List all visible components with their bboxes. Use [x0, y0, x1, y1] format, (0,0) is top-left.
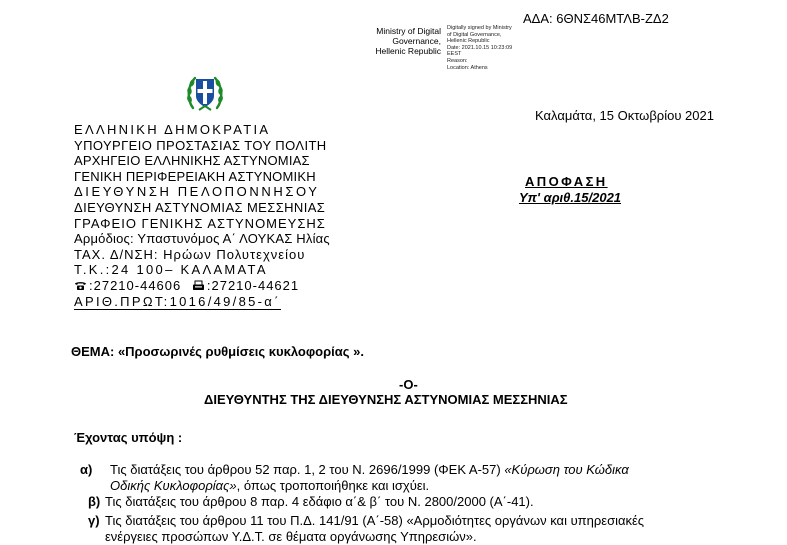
authority-line: ΓΕΝΙΚΗ ΠΕΡΙΦΕΡΕΙΑΚΗ ΑΣΤΥΝΟΜΙΚΗ	[74, 168, 316, 184]
place-date: Καλαμάτα, 15 Οκτωβρίου 2021	[535, 108, 714, 123]
sig-detail-line: Digitally signed by Ministry	[447, 25, 512, 31]
list-item-text: , όπως τροποποιήθηκε και ισχύει.	[236, 477, 430, 493]
subject-line: ΘΕΜΑ: «Προσωρινές ρυθμίσεις κυκλοφορίας ».	[71, 344, 364, 359]
list-item-line	[110, 478, 629, 494]
list-item	[105, 494, 534, 510]
authority-line: ΑΡΧΗΓΕΙΟ ΕΛΛΗΝΙΚΗΣ ΑΣΤΥΝΟΜΙΑΣ	[74, 153, 310, 169]
sig-detail-line: of Digital Governance,	[447, 31, 502, 38]
director-title: ΔΙΕΥΘΥΝΤΗΣ ΤΗΣ ΔΙΕΥΘΥΝΣΗΣ ΑΣΤΥΝΟΜΙΑΣ ΜΕΣΣΗΝΙΑΣ	[204, 392, 568, 407]
signer-line-1: Ministry of Digital	[376, 26, 441, 36]
sig-detail-line: Location: Athens	[447, 64, 488, 71]
list-item-label: γ)	[88, 513, 100, 528]
officer-line: Αρμόδιος: Υπαστυνόμος Α΄ ΛΟΥΚΑΣ Ηλίας	[74, 231, 330, 247]
fax-icon	[192, 280, 205, 291]
decision-number: Υπ' αριθ.15/2021	[519, 190, 622, 205]
list-item	[105, 513, 644, 544]
phone-icon	[74, 280, 87, 291]
signer-line-2: Governance,	[392, 36, 441, 46]
authority-line: ΕΛΛΗΝΙΚΗ ΔΗΜΟΚΡΑΤΙΑ	[74, 122, 271, 137]
signer-name	[369, 26, 441, 56]
greek-emblem-icon	[185, 72, 225, 116]
list-item-text: Τις διατάξεις του άρθρου 52 παρ. 1, 2 του Ν. 2696/1999 (ΦΕΚ Α-57)	[110, 462, 505, 477]
authority-line: ΓΡΑΦΕΙΟ ΓΕΝΙΚΗΣ ΑΣΤΥΝΟΜΕΥΣΗΣ	[74, 215, 326, 231]
ada-code: ΑΔΑ: 6ΘΝΣ46ΜΤΛΒ-ΖΔ2	[523, 11, 669, 26]
signature-details	[447, 25, 512, 71]
fax-number: :27210-44621	[206, 277, 300, 293]
authority-block	[74, 122, 330, 310]
sig-detail-line: Hellenic Republic	[447, 38, 490, 45]
list-item	[110, 462, 629, 493]
list-item-line: ενέργειες προσώπων Υ.Δ.Τ. σε θέματα οργάνωσης Υπηρεσιών».	[105, 528, 477, 544]
law-title: Οδικής Κυκλοφορίας»	[110, 477, 237, 493]
protocol-number: ΑΡΙΘ.ΠΡΩΤ:1016/49/85-α΄	[74, 293, 281, 309]
decision-title: ΑΠΟΦΑΣΗ	[525, 174, 608, 189]
address-line: ΤΑΧ. Δ/ΝΣΗ: Ηρώων Πολυτεχνείου	[74, 246, 306, 262]
authority-line: ΔΙΕΥΘΥΝΣΗ ΑΣΤΥΝΟΜΙΑΣ ΜΕΣΣΗΝΙΑΣ	[74, 199, 326, 215]
authority-line: ΔΙΕΥΘΥΝΣΗ ΠΕΛΟΠΟΝΝΗΣΟΥ	[74, 184, 320, 200]
contact-line	[74, 278, 330, 294]
postal-code-line: Τ.Κ.:24 100– ΚΑΛΑΜΑΤΑ	[74, 262, 268, 278]
list-item-line: Τις διατάξεις του άρθρου 8 παρ. 4 εδάφιο α΄& β΄ του Ν. 2800/2000 (Α΄-41).	[105, 494, 534, 509]
list-item-label: α)	[80, 462, 93, 477]
sig-detail-line: Date: 2021.10.15 10:23:09	[447, 44, 513, 51]
considering-heading: Έχοντας υπόψη :	[74, 430, 183, 445]
signer-line-3: Hellenic Republic	[375, 46, 441, 56]
sig-detail-line: Reason:	[447, 57, 468, 64]
law-title: «Κύρωση του Κώδικα	[504, 462, 629, 477]
list-item-line	[110, 462, 629, 478]
list-item-line: Τις διατάξεις του άρθρου 11 του Π.Δ. 141/91 (Α΄-58) «Αρμοδιότητες οργάνων και υπηρεσιακές	[105, 513, 645, 528]
sig-detail-line: EEST	[447, 51, 462, 58]
list-item-label: β)	[88, 494, 101, 509]
phone-number: :27210-44606	[89, 277, 182, 293]
o-mark: -Ο-	[399, 377, 418, 392]
authority-line: ΥΠΟΥΡΓΕΙΟ ΠΡΟΣΤΑΣΙΑΣ ΤΟΥ ΠΟΛΙΤΗ	[74, 137, 327, 153]
